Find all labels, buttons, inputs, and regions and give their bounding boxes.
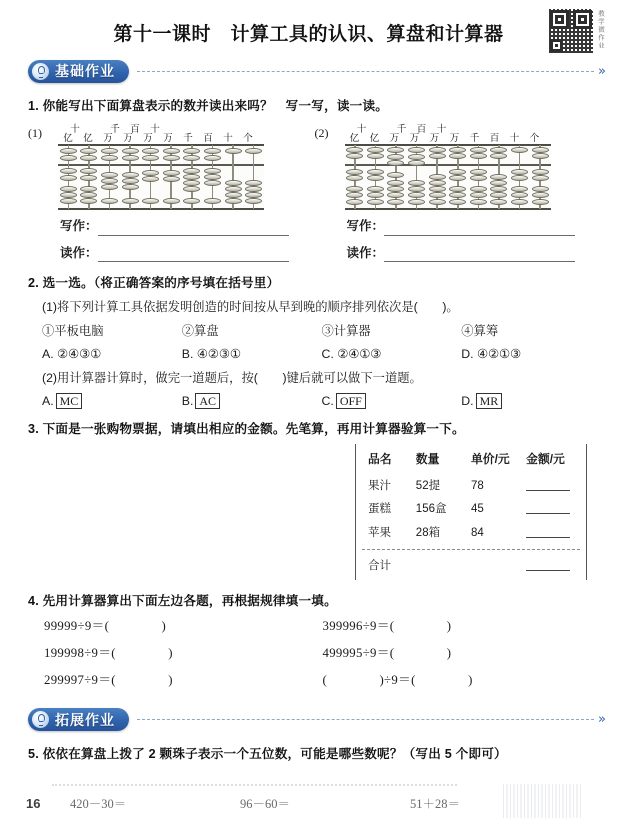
abacus-2-marker: (2) — [314, 125, 329, 140]
qr-block — [548, 8, 604, 54]
cell-name-3: 苹果 — [368, 526, 391, 539]
column-header-amount: 金额/元 — [526, 452, 565, 467]
choice-b-1[interactable]: B. ④②③① — [181, 347, 241, 362]
receipt-total-row — [356, 552, 586, 578]
write-label-2: 写作： — [346, 218, 385, 233]
question-2-sub-2: (2)用计算器计算时，做完一道题后，按( )键后就可以做下一道题。 — [42, 370, 422, 385]
cell-price-2: 45 — [470, 503, 484, 516]
receipt-table — [355, 444, 587, 580]
question-2-choices-1 — [42, 345, 601, 363]
lightbulb-icon — [32, 711, 49, 728]
total-label: 合计 — [368, 559, 391, 572]
footer-dotted-rule — [52, 784, 457, 786]
amount-blank-1[interactable] — [526, 482, 570, 491]
badge-basic-label: 基础作业 — [55, 63, 115, 79]
write-read-row-1 — [28, 217, 601, 271]
expression-3[interactable]: 199998÷9＝( ) — [44, 646, 173, 661]
tool-option-4: ④算筹 — [461, 323, 499, 338]
read-label-1: 读作： — [60, 245, 98, 260]
column-header-name: 品名 — [368, 452, 392, 467]
choice-d-2-letter: D. — [461, 394, 474, 409]
read-answer-blank-2[interactable] — [384, 251, 575, 262]
expression-5[interactable]: 299997÷9＝( ) — [44, 673, 173, 688]
abacus-1-place-top: 十 千 百 十 — [70, 123, 160, 135]
cell-qty-2: 156盒 — [415, 503, 447, 516]
question-2-choices-2 — [42, 392, 601, 410]
question-4 — [28, 592, 601, 690]
table-row — [356, 522, 586, 545]
read-line-1 — [60, 244, 315, 263]
section-header-extension — [28, 707, 603, 733]
calculator-key-off[interactable]: OFF — [336, 393, 366, 409]
cell-qty-3: 28箱 — [415, 526, 441, 539]
chevron-right-icon: » — [598, 63, 603, 79]
choice-b-2-letter: B. — [181, 394, 194, 409]
question-4-expressions — [44, 617, 601, 691]
cell-qty-1: 52提 — [415, 480, 441, 493]
abacus-2-place-bottom: 亿 亿 万 万 万 万 千 百 十 个 — [349, 133, 540, 145]
badge-extension — [28, 708, 129, 731]
section-header-basic — [28, 58, 603, 84]
page-footer — [0, 782, 617, 828]
tool-option-1: ①平板电脑 — [42, 323, 104, 338]
abacus-item-1 — [28, 124, 315, 210]
expression-1[interactable]: 99999÷9＝( ) — [44, 618, 167, 633]
abacus-1-marker: (1) — [28, 125, 42, 140]
qr-side-label: 教学微作业 — [597, 10, 604, 50]
choice-a-2[interactable] — [42, 392, 182, 410]
cell-name-2: 蛋糕 — [368, 503, 391, 516]
lightbulb-icon — [32, 63, 49, 80]
question-1 — [28, 97, 601, 270]
read-answer-blank-1[interactable] — [98, 251, 289, 262]
cell-name-1: 果汁 — [368, 480, 391, 493]
choice-a-1[interactable]: A. ②④③① — [42, 347, 102, 362]
total-amount-blank[interactable] — [526, 562, 570, 571]
divider-dashed — [137, 71, 594, 72]
abacus-1-place-bottom: 亿 亿 万 万 万 万 千 百 十 个 — [63, 133, 253, 145]
read-label-2: 读作： — [346, 245, 385, 260]
question-5 — [28, 745, 601, 764]
question-1-stem: 1. 你能写出下面算盘表示的数并读出来吗？ 写一写，读一读。 — [28, 99, 389, 113]
write-label-1: 写作： — [60, 218, 98, 233]
abacus-pair — [28, 124, 601, 210]
abacus-2-place-top: 十 千 百 十 — [356, 123, 447, 135]
chevron-right-icon: » — [598, 712, 603, 727]
tool-option-2: ②算盘 — [181, 323, 219, 338]
qr-code-icon[interactable] — [548, 8, 594, 54]
table-row — [356, 498, 586, 521]
tool-option-3: ③计算器 — [321, 323, 371, 338]
question-2-tools — [42, 322, 601, 340]
choice-c-2-letter: C. — [321, 394, 334, 409]
question-2-sub-1: (1)将下列计算工具依据发明创造的时间按从早到晚的顺序排列依次是( )。 — [42, 300, 459, 315]
choice-c-1[interactable]: C. ②④①③ — [321, 347, 382, 362]
abacus-2-image — [345, 144, 551, 210]
badge-extension-label: 拓展作业 — [55, 711, 115, 728]
question-3 — [28, 420, 601, 580]
question-5-stem: 5. 依依在算盘上拨了 2 颗珠子表示一个五位数，可能是哪些数呢？（写出 5 个即可） — [28, 746, 507, 761]
receipt-header-row — [356, 449, 586, 475]
amount-blank-3[interactable] — [526, 529, 570, 538]
footer-expression-3: 51＋28＝ — [410, 797, 461, 811]
footer-expression-1: 420－30＝ — [70, 797, 127, 811]
choice-a-2-letter: A. — [42, 394, 54, 409]
write-line-1 — [60, 217, 315, 236]
expression-4[interactable]: 499995÷9＝( ) — [322, 646, 452, 661]
amount-blank-2[interactable] — [526, 505, 570, 514]
calculator-key-mc[interactable]: MC — [56, 393, 83, 409]
read-line-2 — [347, 244, 602, 263]
title-row — [0, 0, 617, 52]
divider-dashed — [137, 719, 594, 720]
choice-d-2[interactable] — [461, 392, 601, 410]
write-line-2 — [347, 217, 602, 236]
footer-expression-2: 96－60＝ — [240, 797, 291, 811]
column-header-price: 单价/元 — [470, 452, 510, 467]
question-2 — [28, 274, 601, 410]
page-number: 16 — [26, 796, 41, 811]
abacus-1-image — [58, 144, 264, 210]
question-4-stem: 4. 先用计算器算出下面左边各题，再根据规律填一填。 — [28, 594, 337, 609]
choice-d-1[interactable]: D. ④②①③ — [461, 347, 522, 362]
calculator-key-mr[interactable]: MR — [476, 393, 503, 409]
question-2-stem: 2. 选一选。（将正确答案的序号填在括号里） — [28, 276, 280, 291]
receipt-divider — [362, 549, 580, 550]
cell-price-1: 78 — [470, 480, 484, 493]
choice-b-2[interactable] — [182, 392, 322, 410]
expression-6[interactable]: ( )÷9＝( ) — [322, 673, 473, 688]
column-header-qty: 数量 — [415, 452, 440, 467]
table-row — [356, 475, 586, 498]
expression-2[interactable]: 399996÷9＝( ) — [322, 618, 452, 633]
calculator-key-ac[interactable]: AC — [195, 393, 220, 409]
cell-price-3: 84 — [470, 526, 484, 539]
badge-basic — [28, 60, 129, 83]
choice-c-2[interactable] — [322, 392, 462, 410]
abacus-item-2 — [315, 124, 602, 210]
write-answer-blank-1[interactable] — [98, 225, 289, 236]
page-title: 第十一课时 计算工具的认识、算盘和计算器 — [113, 23, 504, 45]
question-3-stem: 3. 下面是一张购物票据，请填出相应的金额。先笔算，再用计算器验算一下。 — [28, 422, 465, 437]
write-answer-blank-2[interactable] — [384, 225, 575, 236]
